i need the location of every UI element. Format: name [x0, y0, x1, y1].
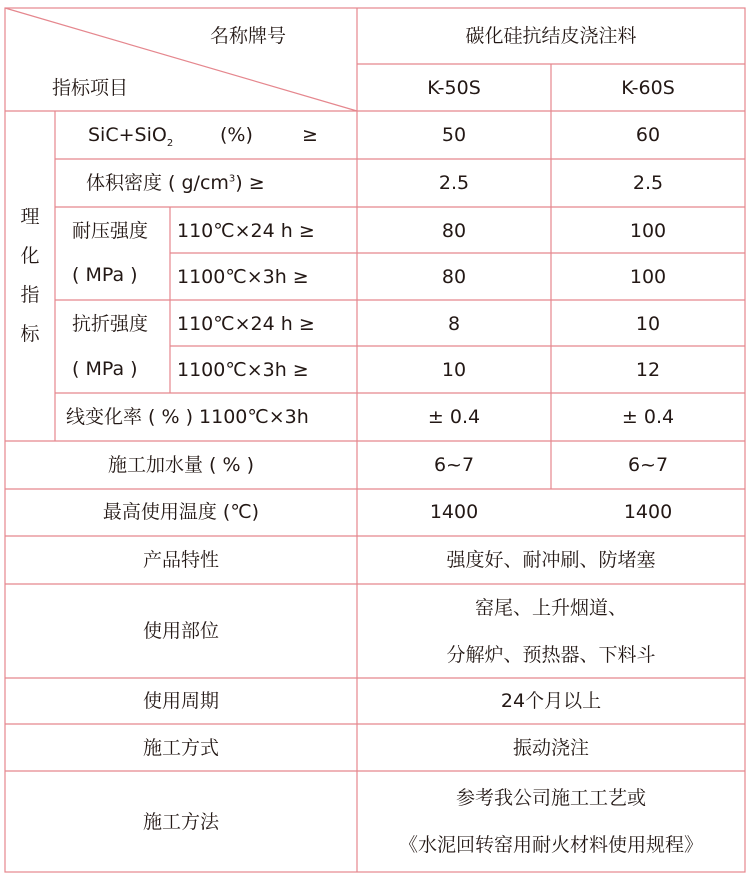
linear-change-label: 线变化率 ( % ) 1100℃×3h	[66, 406, 309, 428]
construction-mode-value: 振动浇注	[512, 737, 589, 759]
density-value-k50s: 2.5	[438, 172, 470, 194]
water-k50s: 6~7	[433, 454, 475, 476]
construction-method-line-2: 《水泥回转窑用耐火材料使用规程》	[398, 834, 703, 856]
flexural-r1-k60s: 10	[635, 313, 661, 335]
compressive-cond-1: 110℃×24 h ≥	[177, 220, 315, 242]
compressive-r1-k50s: 80	[441, 220, 467, 242]
flexural-r2-k60s: 12	[635, 359, 661, 381]
flexural-r2-k50s: 10	[441, 359, 467, 381]
compressive-cond-2: 1100℃×3h ≥	[177, 266, 309, 288]
linear-change-k60s: ± 0.4	[621, 406, 675, 428]
flexural-cond-1: 110℃×24 h ≥	[177, 313, 315, 335]
index-label: 指标项目	[52, 77, 129, 99]
compressive-r2-k50s: 80	[441, 266, 467, 288]
max-temp-label: 最高使用温度 (℃)	[102, 501, 260, 523]
density-value-k60s: 2.5	[632, 172, 664, 194]
max-temp-k50s: 1400	[429, 501, 479, 523]
location-label: 使用部位	[142, 620, 219, 642]
grade-k50s: K-50S	[427, 77, 481, 99]
period-label: 使用周期	[142, 690, 219, 712]
compressive-r1-k60s: 100	[629, 220, 667, 242]
flexural-r1-k50s: 8	[447, 313, 461, 335]
flexural-unit: ( MPa )	[72, 358, 138, 380]
max-temp-k60s: 1400	[623, 501, 673, 523]
features-value: 强度好、耐冲刷、防堵塞	[446, 549, 656, 571]
features-label: 产品特性	[142, 549, 219, 571]
sic-value-k60s: 60	[635, 124, 661, 146]
group-label-char: 指	[20, 284, 40, 306]
flexural-cond-2: 1100℃×3h ≥	[177, 359, 309, 381]
brand-label: 名称牌号	[210, 25, 287, 47]
compressive-r2-k60s: 100	[629, 266, 667, 288]
group-label-char: 标	[20, 323, 40, 345]
sic-unit: (%)	[220, 124, 253, 146]
construction-mode-label: 施工方式	[142, 737, 219, 759]
flexural-label: 抗折强度	[72, 313, 149, 335]
period-value: 24个月以上	[500, 690, 602, 712]
water-k60s: 6~7	[627, 454, 669, 476]
sic-value-k50s: 50	[441, 124, 467, 146]
location-line-1: 窑尾、上升烟道、	[474, 597, 627, 619]
group-label-char: 理	[20, 206, 40, 228]
compressive-label: 耐压强度	[72, 220, 149, 242]
density-label: 体积密度 ( $g/cm^3$) ≥	[86, 172, 265, 194]
sic-label: SiC+SiO$_2$	[88, 124, 174, 149]
construction-method-line-1: 参考我公司施工工艺或	[455, 787, 646, 809]
group-label-char: 化	[20, 245, 40, 267]
product-title: 碳化硅抗结皮浇注料	[465, 25, 637, 47]
sic-op: ≥	[302, 124, 318, 146]
compressive-unit: ( MPa )	[72, 264, 138, 286]
location-line-2: 分解炉、预热器、下料斗	[446, 644, 656, 666]
construction-method-label: 施工方法	[142, 811, 219, 833]
linear-change-k50s: ± 0.4	[427, 406, 481, 428]
water-label: 施工加水量 ( % )	[108, 454, 254, 476]
grade-k60s: K-60S	[621, 77, 675, 99]
